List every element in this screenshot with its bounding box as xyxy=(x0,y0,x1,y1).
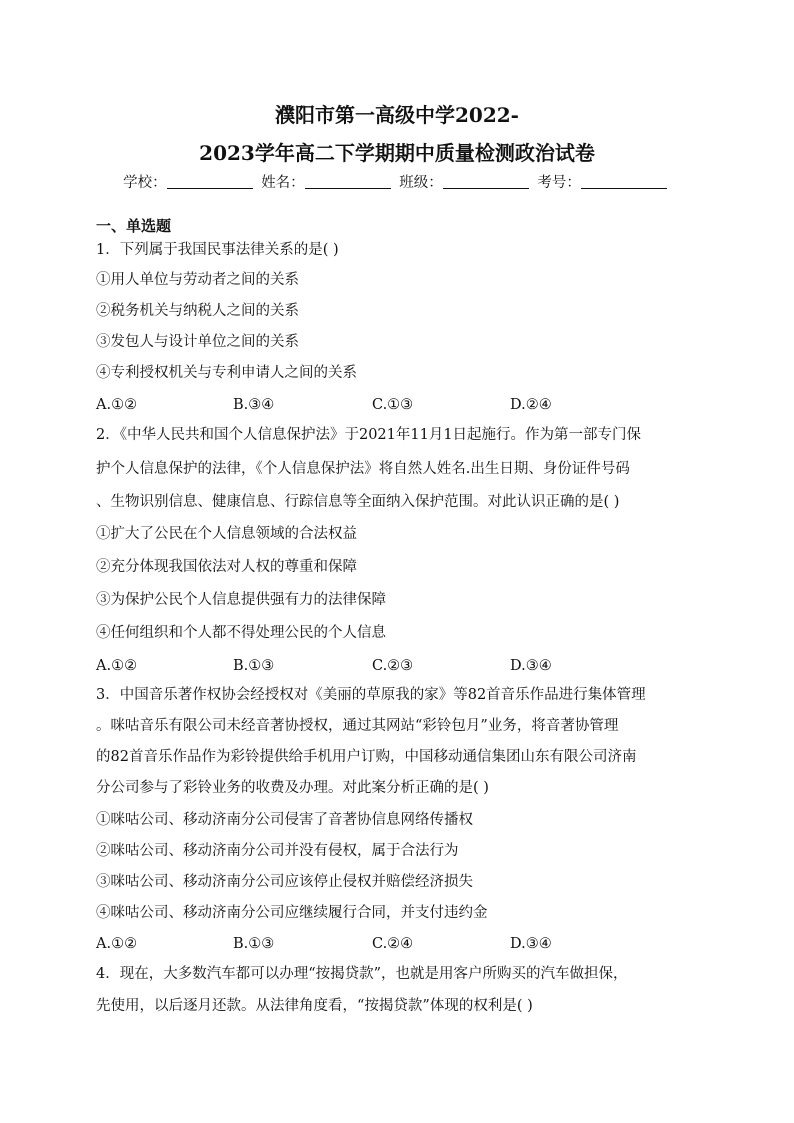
question-1-stem: 1．下列属于我国民事法律关系的是( ) xyxy=(96,242,339,258)
question-3-stem: 分公司参与了彩铃业务的收费及办理。对此案分析正确的是( ) xyxy=(96,780,489,796)
question-3-stem: 。咪咕音乐有限公司未经音著协授权，通过其网站“彩铃包月”业务，将音著协管理 xyxy=(96,718,619,734)
question-3-statement: ①咪咕公司、移动济南分公司侵害了音著协信息网络传播权 xyxy=(96,812,473,828)
question-2-statement: ①扩大了公民在个人信息领域的合法权益 xyxy=(96,526,357,542)
option-a[interactable]: A.①② xyxy=(96,936,138,952)
question-4-stem: 4．现在，大多数汽车都可以办理“按揭贷款”，也就是用客户所购买的汽车做担保， xyxy=(96,966,628,982)
option-d[interactable]: D.③④ xyxy=(510,658,552,674)
section-title: 一、单选题 xyxy=(96,217,172,235)
school-field[interactable] xyxy=(167,174,253,189)
exam-title-line1: 濮阳市第一高级中学2022- xyxy=(275,103,519,127)
question-3-statement: ③咪咕公司、移动济南分公司应该停止侵权并赔偿经济损失 xyxy=(96,874,473,890)
question-2-statement: ②充分体现我国依法对人权的尊重和保障 xyxy=(96,559,357,575)
question-1-statement: ②税务机关与纳税人之间的关系 xyxy=(96,303,299,319)
question-1-statement: ④专利授权机关与专利申请人之间的关系 xyxy=(96,365,357,381)
question-2-stem: 护个人信息保护的法律，《个人信息保护法》将自然人姓名.出生日期、身份证件号码 xyxy=(96,461,630,477)
name-label: 姓名： xyxy=(261,175,305,191)
option-c[interactable]: C.①③ xyxy=(372,397,414,413)
question-3-stem: 3．中国音乐著作权协会经授权对《美丽的草原我的家》等82首音乐作品进行集体管理 xyxy=(96,687,646,703)
name-field[interactable] xyxy=(305,174,391,189)
option-d[interactable]: D.③④ xyxy=(510,936,552,952)
question-2-stem: 、生物识别信息、健康信息、行踪信息等全面纳入保护范围。对此认识正确的是( ) xyxy=(96,494,620,510)
exam-number-field[interactable] xyxy=(581,174,667,189)
option-b[interactable]: B.①③ xyxy=(233,658,275,674)
exam-number-label: 考号： xyxy=(537,175,581,191)
option-a[interactable]: A.①② xyxy=(96,397,138,413)
option-b[interactable]: B.③④ xyxy=(233,397,275,413)
question-3-stem: 的82首音乐作品作为彩铃提供给手机用户订购，中国移动通信集团山东有限公司济南 xyxy=(96,749,637,765)
question-3-statement: ②咪咕公司、移动济南分公司并没有侵权，属于合法行为 xyxy=(96,843,459,859)
question-1-statement: ①用人单位与劳动者之间的关系 xyxy=(96,272,299,288)
class-label: 班级： xyxy=(399,175,443,191)
question-3-statement: ④咪咕公司、移动济南分公司应继续履行合同，并支付违约金 xyxy=(96,905,488,921)
exam-title-line2: 2023学年高二下学期期中质量检测政治试卷 xyxy=(199,141,595,165)
option-d[interactable]: D.②④ xyxy=(510,397,552,413)
option-c[interactable]: C.②③ xyxy=(372,658,414,674)
option-a[interactable]: A.①② xyxy=(96,658,138,674)
student-info-row xyxy=(0,171,794,192)
question-2-statement: ③为保护公民个人信息提供强有力的法律保障 xyxy=(96,592,386,608)
option-c[interactable]: C.②④ xyxy=(372,936,414,952)
option-b[interactable]: B.①③ xyxy=(233,936,275,952)
question-2-stem: 2．《中华人民共和国个人信息保护法》于2021年11月1日起施行。作为第一部专门保 xyxy=(96,427,642,443)
question-4-stem: 先使用，以后逐月还款。从法律角度看，“按揭贷款”体现的权利是( ) xyxy=(96,998,533,1014)
school-label: 学校： xyxy=(123,175,167,191)
class-field[interactable] xyxy=(443,174,529,189)
question-2-statement: ④任何组织和个人都不得处理公民的个人信息 xyxy=(96,625,386,641)
question-1-statement: ③发包人与设计单位之间的关系 xyxy=(96,334,299,350)
